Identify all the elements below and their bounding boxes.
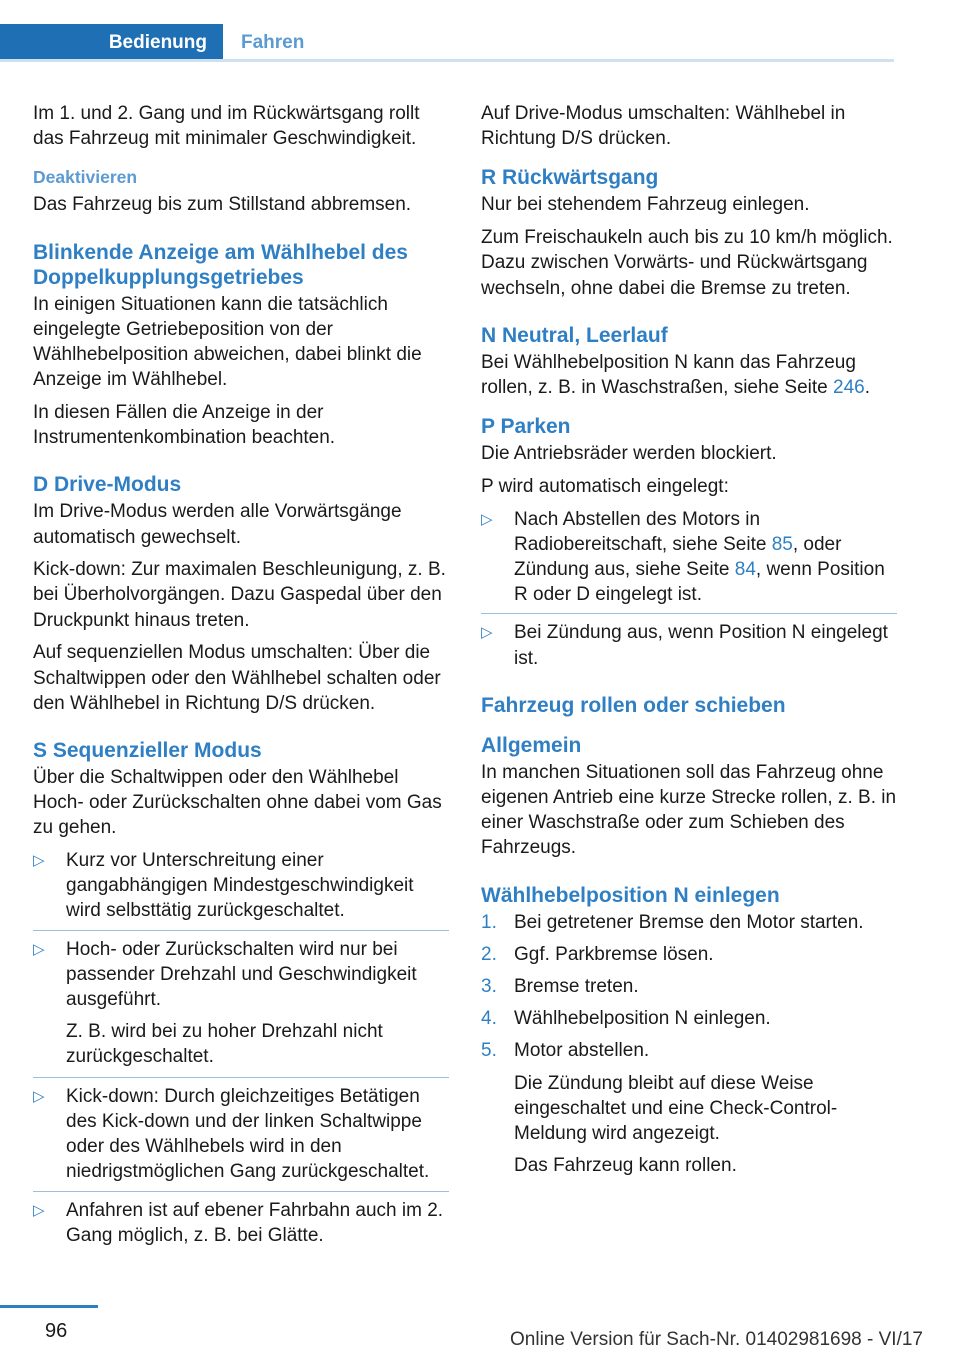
paragraph: P wird automatisch eingelegt: — [481, 475, 729, 497]
step-text: Wählhebelposition N einlegen. — [514, 1008, 771, 1030]
paragraph: In einigen Situationen kann die tatsächlich eingelegte Getriebeposition von der Wählhebelposition abweichen, dabei blinkt die Anzeige im Wählhebel. — [33, 293, 422, 391]
paragraph: Die Antriebsräder werden blockiert. — [481, 443, 777, 465]
list-item — [481, 620, 897, 670]
divider — [481, 613, 897, 614]
heading-allgemein: Allgemein — [481, 733, 582, 757]
tab-fahren[interactable]: Fahren — [241, 32, 305, 53]
right-column — [481, 101, 897, 1185]
list-item — [33, 1084, 449, 1185]
paragraph-text: . — [864, 376, 870, 398]
list-item — [481, 1038, 897, 1063]
paragraph: Auf sequenziellen Modus umschalten: Über die Schaltwippen oder den Wählhebel schalten oder den Wählhebel in Richtung D/S drücken. — [33, 642, 441, 714]
paragraph — [481, 350, 897, 400]
step-text: Motor abstellen. — [514, 1040, 650, 1062]
list-item-text: Anfahren ist auf ebener Fahrbahn auch im 2. Gang möglich, z. B. bei Glätte. — [66, 1199, 444, 1246]
list-item — [481, 507, 897, 608]
step-number: 2. — [481, 943, 497, 965]
paragraph: Im Drive-Modus werden alle Vorwärtsgänge automatisch gewechselt. — [33, 501, 402, 548]
left-column — [33, 101, 449, 1248]
heading-blinkende-anzeige: Blinkende Anzeige am Wählhebel des Doppelkupplungsgetriebes — [33, 240, 408, 289]
divider — [33, 930, 449, 931]
heading-neutral: N Neutral, Leerlauf — [481, 323, 668, 347]
header-divider — [0, 59, 894, 62]
heading-parken: P Parken — [481, 415, 571, 439]
triangle-bullet-icon: ▷ — [33, 1201, 45, 1219]
heading-drive-modus: D Drive-Modus — [33, 473, 182, 497]
page-link-85[interactable]: 85 — [771, 533, 793, 555]
list-item-text: Bei Zündung aus, wenn Position N eingelegt ist. — [514, 622, 888, 669]
tab-bedienung[interactable]: Bedienung — [0, 24, 223, 62]
step-note: Die Zündung bleibt auf diese Weise eingeschaltet und eine Check-Control-Meldung wird angezeigt. — [514, 1072, 838, 1144]
list-item-text: , oder Zündung aus, siehe Seite — [514, 533, 842, 580]
triangle-bullet-icon: ▷ — [33, 852, 45, 870]
paragraph-text: Bei Wählhebelposition N kann das Fahrzeug rollen, z. B. in Waschstraßen, siehe Seite — [481, 351, 856, 398]
list-item-text: Nach Abstellen des Motors in Radiobereitschaft, siehe Seite — [514, 508, 772, 555]
paragraph: Zum Freischaukeln auch bis zu 10 km/h möglich. Dazu zwischen Vorwärts- und Rückwärtsgang wechseln, ohne dabei die Bremse zu treten. — [481, 227, 893, 299]
step-note: Das Fahrzeug kann rollen. — [514, 1155, 737, 1177]
heading-deaktivieren: Deaktivieren — [33, 167, 138, 188]
page-header — [0, 24, 894, 62]
footer-accent-line — [0, 1305, 98, 1308]
paragraph: In manchen Situationen soll das Fahrzeug ohne eigenen Antrieb eine kurze Strecke rollen, z. B. in einer Waschstraße oder zum Schieben des Fahrzeugs. — [481, 761, 897, 859]
paragraph: Über die Schaltwippen oder den Wählhebel Hoch- oder Zurückschalten ohne dabei vom Gas zu gehen. — [33, 766, 442, 839]
divider — [33, 1077, 449, 1078]
list-item — [481, 974, 897, 999]
page-link-246[interactable]: 246 — [833, 376, 865, 398]
triangle-bullet-icon: ▷ — [33, 1087, 45, 1105]
step-text: Bei getretener Bremse den Motor starten. — [514, 911, 864, 933]
online-version-note: Online Version für Sach-Nr. 01402981698 - VI/17 — [510, 1329, 923, 1350]
page-link-84[interactable]: 84 — [734, 558, 756, 580]
list-item — [33, 848, 449, 924]
step-number: 1. — [481, 911, 497, 933]
step-number: 3. — [481, 975, 497, 997]
paragraph: Das Fahrzeug bis zum Stillstand abbremsen. — [33, 194, 412, 216]
page-number: 96 — [45, 1320, 68, 1342]
list-item — [33, 1198, 449, 1248]
step-text: Ggf. Parkbremse lösen. — [514, 943, 714, 965]
heading-waehlhebelposition-n: Wählhebelposition N einlegen — [481, 883, 780, 907]
step-number: 4. — [481, 1008, 497, 1030]
list-item-note: Z. B. wird bei zu hoher Drehzahl nicht zurückgeschaltet. — [66, 1021, 383, 1068]
heading-sequenzieller-modus: S Sequenzieller Modus — [33, 738, 262, 762]
triangle-bullet-icon: ▷ — [33, 940, 45, 958]
heading-fahrzeug-rollen: Fahrzeug rollen oder schieben — [481, 693, 786, 717]
heading-rueckwaertsgang: R Rückwärtsgang — [481, 166, 659, 190]
list-item — [33, 937, 449, 1013]
list-item-text: Kurz vor Unterschreitung einer gangabhängigen Mindestgeschwindigkeit wird selbsttätig zurückgeschaltet. — [66, 850, 414, 922]
paragraph: Nur bei stehendem Fahrzeug einlegen. — [481, 194, 810, 216]
list-item — [481, 942, 897, 967]
list-item-text: Hoch- oder Zurückschalten wird nur bei passender Drehzahl und Geschwindigkeit ausgeführt. — [66, 938, 417, 1011]
paragraph: Kick-down: Zur maximalen Beschleunigung, z. B. bei Überholvorgängen. Dazu Gaspedal über den Druckpunkt hinaus treten. — [33, 559, 446, 631]
list-item — [481, 1006, 897, 1031]
paragraph: Im 1. und 2. Gang und im Rückwärtsgang rollt das Fahrzeug mit minimaler Geschwindigkeit. — [33, 103, 420, 150]
list-item-text: , wenn Position R oder D eingelegt ist. — [514, 558, 885, 606]
list-item-text: Kick-down: Durch gleichzeitiges Betätigen des Kick-down und der linken Schaltwippe oder des Wählhebels wird in den niedrigstmöglichen Gang zurückgeschaltet. — [66, 1085, 430, 1183]
triangle-bullet-icon: ▷ — [481, 510, 493, 528]
paragraph: In diesen Fällen die Anzeige in der Instrumentenkombination beachten. — [33, 401, 336, 449]
list-item — [481, 910, 897, 935]
step-number: 5. — [481, 1040, 497, 1062]
step-text: Bremse treten. — [514, 975, 639, 997]
paragraph: Auf Drive-Modus umschalten: Wählhebel in Richtung D/S drücken. — [481, 103, 846, 150]
triangle-bullet-icon: ▷ — [481, 624, 493, 642]
divider — [33, 1191, 449, 1192]
